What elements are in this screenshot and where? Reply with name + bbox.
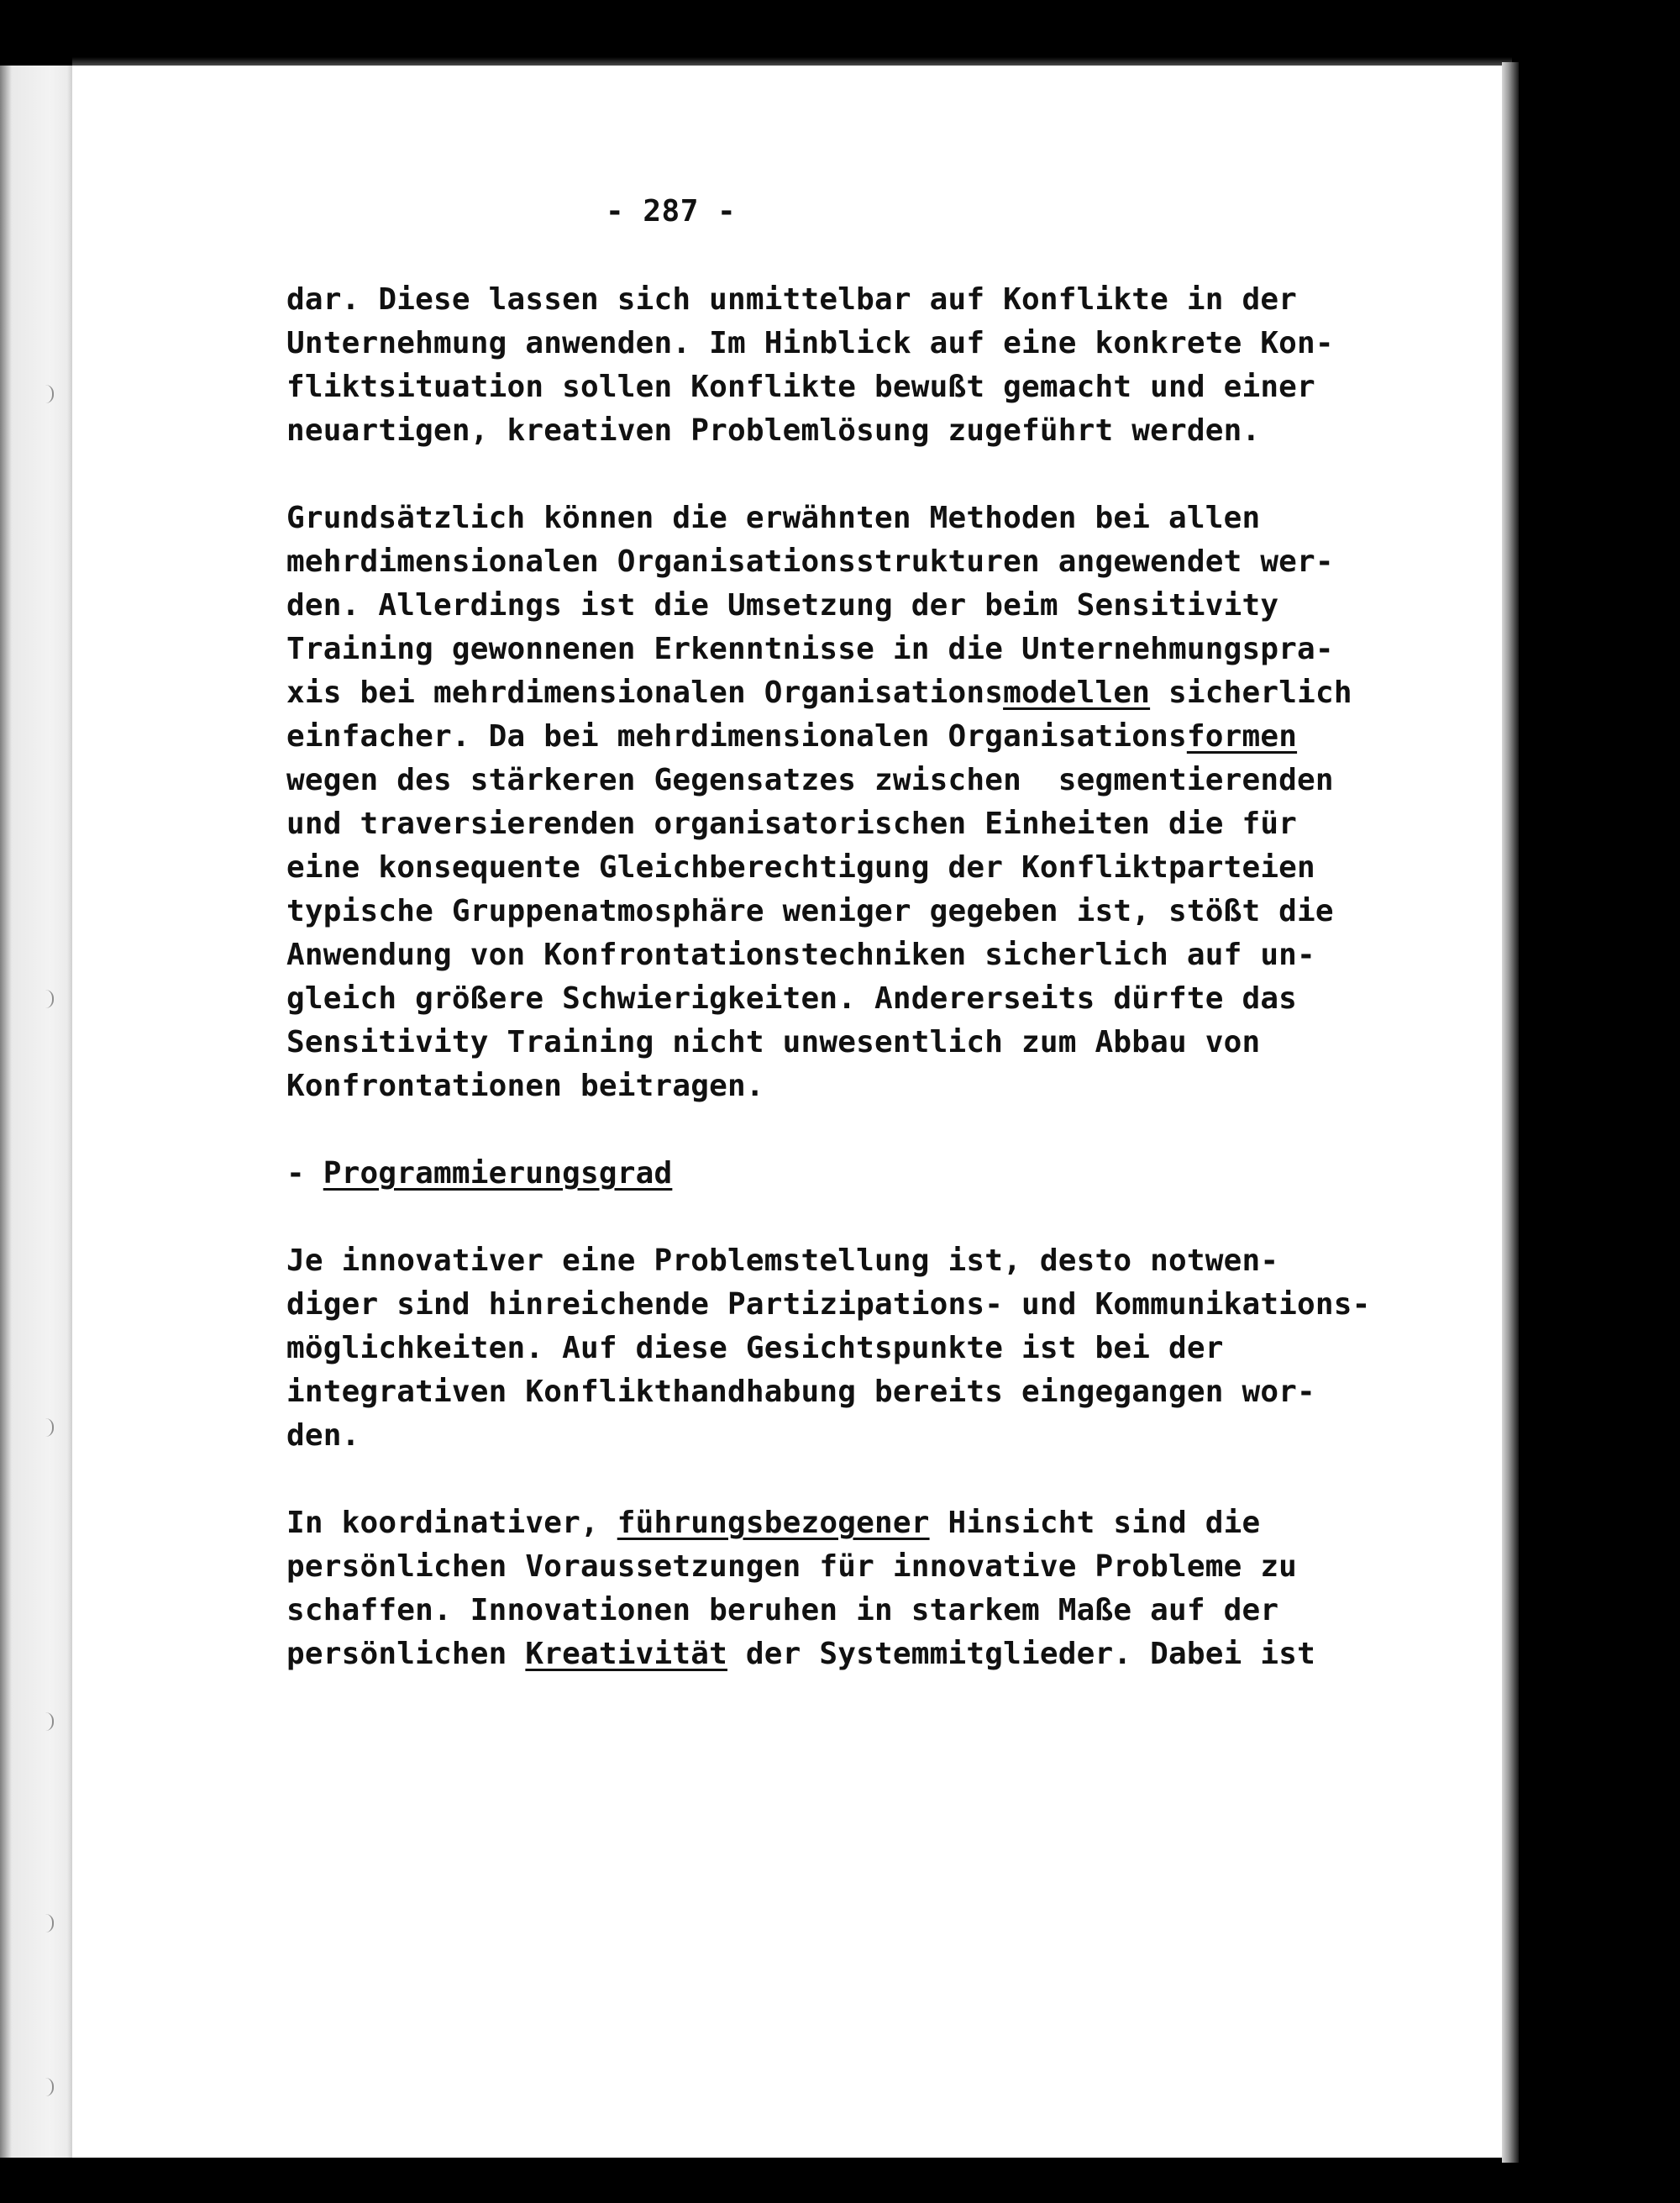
text-segment: gleich größere Schwierigkeiten. Andererseits dürfte das bbox=[286, 981, 1298, 1016]
text-segment: sicherlich bbox=[1150, 676, 1352, 710]
text-segment: typische Gruppenatmosphäre weniger gegeben ist, stößt die bbox=[286, 894, 1334, 928]
margin-mark bbox=[45, 385, 54, 403]
underlined-term: führungsbezogener bbox=[617, 1506, 930, 1540]
text-line bbox=[286, 1501, 1328, 1545]
text-line bbox=[286, 628, 1334, 671]
text-segment: wegen des stärkeren Gegensatzes zwischen segmentierenden bbox=[286, 763, 1334, 797]
text-line bbox=[286, 1283, 1371, 1327]
body-text bbox=[286, 278, 1371, 1676]
text-line bbox=[286, 1327, 1328, 1370]
text-line bbox=[286, 977, 1328, 1021]
text-segment: einfacher. Da bei mehrdimensionalen Organisations bbox=[286, 719, 1187, 754]
text-line bbox=[286, 1152, 1328, 1196]
text-segment: - bbox=[286, 1156, 323, 1191]
underlined-term: formen bbox=[1186, 719, 1298, 754]
text-segment: In koordinativer, bbox=[286, 1506, 617, 1540]
blank-line bbox=[286, 1458, 1328, 1501]
text-segment: Training gewonnenen Erkenntnisse in die Unternehmungspra- bbox=[286, 632, 1334, 666]
text-segment: mehrdimensionalen Organisationsstrukturen angewendet wer- bbox=[286, 544, 1334, 579]
underlined-term: Programmierungsgrad bbox=[323, 1156, 673, 1191]
text-line bbox=[286, 409, 1328, 453]
text-segment: schaffen. Innovationen beruhen in starkem Maße auf der bbox=[286, 1593, 1279, 1627]
margin-mark bbox=[45, 1914, 54, 1932]
text-line bbox=[286, 846, 1328, 890]
text-segment: diger sind hinreichende Partizipations- und Kommunikations- bbox=[286, 1287, 1371, 1322]
text-segment: persönlichen Voraussetzungen für innovative Probleme zu bbox=[286, 1549, 1298, 1584]
blank-line bbox=[286, 453, 1328, 497]
blank-line bbox=[286, 1196, 1328, 1239]
text-segment: dar. Diese lassen sich unmittelbar auf Konflikte in der bbox=[286, 282, 1298, 317]
text-segment: integrativen Konflikthandhabung bereits eingegangen wor- bbox=[286, 1375, 1315, 1409]
page-number: - 287 - bbox=[606, 194, 737, 229]
text-line bbox=[286, 802, 1328, 846]
text-segment: persönlichen bbox=[286, 1637, 526, 1671]
text-line bbox=[286, 497, 1328, 540]
text-segment: den. bbox=[286, 1418, 360, 1453]
text-line bbox=[286, 933, 1328, 977]
previous-page-edge bbox=[0, 66, 72, 2158]
text-line bbox=[286, 365, 1328, 409]
text-line bbox=[286, 1414, 1328, 1458]
text-line bbox=[286, 715, 1328, 759]
text-segment: Je innovativer eine Problemstellung ist, desto notwen- bbox=[286, 1243, 1279, 1278]
text-segment: Hinsicht sind die bbox=[929, 1506, 1261, 1540]
text-line bbox=[286, 1589, 1328, 1633]
text-segment: xis bei mehrdimensionalen Organisations bbox=[286, 676, 1004, 710]
text-line bbox=[286, 322, 1334, 365]
text-line bbox=[286, 278, 1328, 322]
text-segment: und traversierenden organisatorischen Einheiten die für bbox=[286, 807, 1298, 841]
text-segment: neuartigen, kreativen Problemlösung zugeführt werden. bbox=[286, 413, 1261, 448]
blank-line bbox=[286, 1108, 1328, 1152]
text-line bbox=[286, 1545, 1328, 1589]
text-line bbox=[286, 1370, 1328, 1414]
text-segment: Grundsätzlich können die erwähnten Methoden bei allen bbox=[286, 501, 1261, 535]
text-segment: der Systemmitglieder. Dabei ist bbox=[727, 1637, 1315, 1671]
margin-mark bbox=[45, 990, 54, 1008]
text-line bbox=[286, 1021, 1328, 1065]
margin-mark bbox=[45, 1712, 54, 1731]
text-line bbox=[286, 890, 1334, 933]
text-segment: Unternehmung anwenden. Im Hinblick auf eine konkrete Kon- bbox=[286, 326, 1334, 360]
text-line bbox=[286, 1065, 1328, 1108]
text-line bbox=[286, 1633, 1328, 1676]
margin-mark bbox=[45, 2078, 54, 2096]
text-segment: Konfrontationen beitragen. bbox=[286, 1069, 764, 1103]
underlined-term: modellen bbox=[1003, 676, 1151, 710]
text-segment: eine konsequente Gleichberechtigung der Konfliktparteien bbox=[286, 850, 1315, 885]
margin-mark bbox=[45, 1418, 54, 1437]
page-edge-shadow bbox=[1502, 62, 1519, 2163]
text-segment: den. Allerdings ist die Umsetzung der beim Sensitivity bbox=[286, 588, 1279, 623]
text-segment: möglichkeiten. Auf diese Gesichtspunkte ist bei der bbox=[286, 1331, 1224, 1365]
text-segment: Sensitivity Training nicht unwesentlich zum Abbau von bbox=[286, 1025, 1261, 1059]
text-segment: fliktsituation sollen Konflikte bewußt gemacht und einer bbox=[286, 370, 1315, 404]
underlined-term: Kreativität bbox=[525, 1637, 727, 1671]
text-segment: Anwendung von Konfrontationstechniken sicherlich auf un- bbox=[286, 938, 1315, 972]
text-line bbox=[286, 671, 1352, 715]
text-line bbox=[286, 584, 1328, 628]
text-line bbox=[286, 759, 1334, 802]
text-line bbox=[286, 1239, 1328, 1283]
text-line bbox=[286, 540, 1334, 584]
